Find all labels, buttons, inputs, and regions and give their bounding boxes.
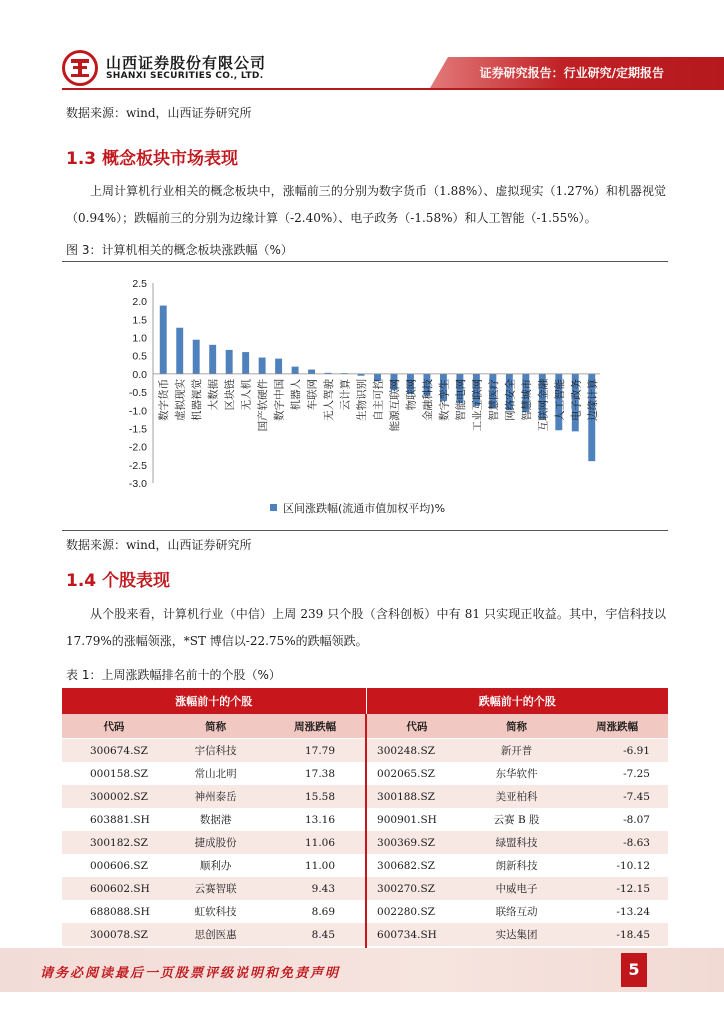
- chart-bar: [209, 345, 216, 374]
- stock-code: 000606.SZ: [62, 854, 166, 877]
- figure-caption: 图 3：计算机相关的概念板块涨跌幅（%）: [66, 243, 293, 257]
- stock-name: 顺利办: [166, 854, 265, 877]
- x-tick-label: 互联网金融: [537, 378, 550, 432]
- stock-change: -10.12: [566, 854, 668, 877]
- table-row: [62, 923, 668, 946]
- stock-code: 603881.SH: [62, 808, 166, 831]
- stock-name: 朗新科技: [467, 854, 566, 877]
- section-1-4-paragraph: 从个股来看，计算机行业（中信）上周 239 只个股（含科创板）中有 81 只实现正收益。其中，宇信科技以 17.79%的涨幅领涨，*ST 博信以-22.75%的跌幅领跌。: [66, 607, 666, 648]
- y-tick-label: 1.5: [132, 314, 147, 327]
- figure-top-rule: [62, 261, 668, 262]
- company-name-en: SHANXI SECURITIES CO., LTD.: [106, 71, 264, 81]
- stock-change: -12.15: [566, 877, 668, 900]
- report-type: 证券研究报告：行业研究/定期报告: [479, 66, 664, 80]
- section-title-1-3: 1.3 概念板块市场表现: [66, 149, 239, 169]
- page-number: 5: [621, 953, 647, 987]
- company-logo-icon: [62, 50, 98, 86]
- stock-name: 实达集团: [467, 923, 566, 946]
- figure-bottom-rule: [62, 530, 668, 531]
- stock-name: 思创医惠: [166, 923, 265, 946]
- legend-label: 区间涨跌幅(流通市值加权平均)%: [283, 502, 446, 515]
- y-tick-label: -1.0: [128, 405, 147, 418]
- stock-change: 13.16: [265, 808, 366, 831]
- stock-code: 300270.SZ: [366, 877, 467, 900]
- x-tick-label: 大数据: [207, 378, 220, 411]
- stock-name: 神州泰岳: [166, 785, 265, 808]
- x-tick-label: 网络安全: [504, 378, 517, 421]
- stock-code: 300674.SZ: [62, 739, 166, 763]
- stock-code: 002280.SZ: [366, 900, 467, 923]
- stock-change: -7.25: [566, 762, 668, 785]
- x-tick-label: 智慧城市: [520, 378, 533, 421]
- table-caption: 表 1：上周涨跌幅排名前十的个股（%）: [66, 668, 281, 682]
- stock-change: -7.45: [566, 785, 668, 808]
- stock-code: 300369.SZ: [366, 831, 467, 854]
- chart-bar: [275, 359, 282, 374]
- company-name-cn: 山西证券股份有限公司: [106, 54, 267, 72]
- x-tick-label: 工业互联网: [471, 378, 484, 432]
- x-tick-label: 虚拟现实: [174, 378, 187, 421]
- stock-code: 900901.SH: [366, 808, 467, 831]
- table-row: [62, 808, 668, 831]
- x-tick-label: 数字中国: [273, 378, 286, 421]
- y-tick-label: -1.5: [128, 423, 147, 436]
- y-tick-label: -2.0: [128, 441, 147, 454]
- stock-code: 300188.SZ: [366, 785, 467, 808]
- data-source-top: 数据来源：wind，山西证券研究所: [66, 106, 252, 120]
- group-header-down: 跌幅前十的个股: [366, 688, 668, 714]
- stock-code: 600602.SH: [62, 877, 166, 900]
- x-tick-label: 无人机: [240, 378, 253, 411]
- legend-swatch: [270, 504, 277, 511]
- chart-bar: [292, 367, 299, 374]
- col-header-change: 周涨跌幅: [566, 714, 668, 739]
- concept-sector-bar-chart: [115, 268, 615, 530]
- x-tick-label: 边缘计算: [586, 378, 599, 421]
- chart-bar: [193, 340, 200, 374]
- y-tick-label: 0.5: [132, 350, 147, 363]
- group-header-up: 涨幅前十的个股: [62, 688, 366, 714]
- stock-name: 云赛智联: [166, 877, 265, 900]
- chart-bar: [308, 370, 315, 374]
- x-tick-label: 无人驾驶: [323, 378, 336, 421]
- x-tick-label: 数字孪生: [438, 378, 451, 421]
- stock-change: -18.45: [566, 923, 668, 946]
- x-tick-label: 云计算: [339, 378, 352, 411]
- stock-change: 11.06: [265, 831, 366, 854]
- section-1-3-paragraph: 上周计算机行业相关的概念板块中，涨幅前三的分别为数字货币（1.88%）、虚拟现实（1.27%）和机器视觉（0.94%）；跌幅前三的分别为边缘计算（-2.40%）、电子政务（-1.58%）和人工智能（-1.55%）。: [66, 184, 666, 225]
- footer-disclaimer: 请务必阅读最后一页股票评级说明和免责声明: [40, 966, 341, 981]
- chart-legend: [270, 500, 445, 516]
- stock-change: -8.07: [566, 808, 668, 831]
- chart-bar: [160, 306, 167, 374]
- stock-code: 300682.SZ: [366, 854, 467, 877]
- stock-name: 联络互动: [467, 900, 566, 923]
- y-tick-label: -3.0: [128, 478, 147, 490]
- table-row: [62, 785, 668, 808]
- stock-change: -13.24: [566, 900, 668, 923]
- stock-name: 中威电子: [467, 877, 566, 900]
- stock-name: 绿盟科技: [467, 831, 566, 854]
- col-header-code: 代码: [62, 714, 166, 739]
- table-row: [62, 762, 668, 785]
- stock-name: 新开普: [467, 739, 566, 763]
- stock-code: 688088.SH: [62, 900, 166, 923]
- x-tick-label: 人工智能: [553, 378, 566, 421]
- stock-change: -8.63: [566, 831, 668, 854]
- section-title-1-4: 1.4 个股表现: [66, 571, 171, 591]
- stock-code: 300182.SZ: [62, 831, 166, 854]
- stock-name: 捷成股份: [166, 831, 265, 854]
- col-header-name: 简称: [467, 714, 566, 739]
- table-row: [62, 900, 668, 923]
- col-header-code: 代码: [366, 714, 467, 739]
- stock-code: 600734.SH: [366, 923, 467, 946]
- x-tick-label: 生物识别: [356, 378, 369, 421]
- stock-code: 300078.SZ: [62, 923, 166, 946]
- y-tick-label: -2.5: [128, 459, 147, 472]
- y-tick-label: 0.0: [132, 368, 147, 381]
- stock-name: 数据港: [166, 808, 265, 831]
- data-source-mid: 数据来源：wind，山西证券研究所: [66, 538, 252, 552]
- x-tick-label: 金融科技: [421, 378, 434, 421]
- y-tick-label: 2.5: [132, 278, 147, 290]
- x-tick-label: 能源互联网: [388, 378, 401, 432]
- stock-change: 8.45: [265, 923, 366, 946]
- table-row: [62, 854, 668, 877]
- table-row: [62, 877, 668, 900]
- stock-name: 虹软科技: [166, 900, 265, 923]
- stock-name: 宇信科技: [166, 739, 265, 763]
- x-tick-label: 机器视觉: [191, 378, 204, 421]
- chart-bar: [226, 350, 233, 374]
- x-tick-label: 国产软硬件: [257, 378, 270, 432]
- x-tick-label: 电子政务: [570, 378, 583, 421]
- x-tick-label: 区块链: [224, 378, 237, 411]
- x-tick-label: 机器人: [290, 378, 303, 411]
- x-tick-label: 车联网: [306, 378, 319, 411]
- chart-bar: [259, 358, 266, 374]
- x-tick-label: 自主可控: [372, 378, 385, 421]
- stock-change: -6.91: [566, 739, 668, 763]
- stock-name: 云赛 B 股: [467, 808, 566, 831]
- table-row: [62, 831, 668, 854]
- chart-bar: [242, 352, 249, 374]
- chart-bar: [176, 328, 183, 374]
- y-tick-label: -0.5: [128, 387, 147, 400]
- col-header-change: 周涨跌幅: [265, 714, 366, 739]
- x-tick-label: 物联网: [405, 378, 418, 411]
- stock-change: 17.38: [265, 762, 366, 785]
- stock-change: 9.43: [265, 877, 366, 900]
- stock-name: 东华软件: [467, 762, 566, 785]
- stock-name: 美亚柏科: [467, 785, 566, 808]
- col-header-name: 简称: [166, 714, 265, 739]
- stock-change: 15.58: [265, 785, 366, 808]
- stock-code: 000158.SZ: [62, 762, 166, 785]
- header-divider: [62, 88, 724, 90]
- y-tick-label: 1.0: [132, 332, 147, 345]
- stock-code: 300002.SZ: [62, 785, 166, 808]
- x-tick-label: 智慧医疗: [487, 378, 500, 421]
- top-movers-table: [62, 688, 668, 969]
- stock-code: 002065.SZ: [366, 762, 467, 785]
- stock-code: 300248.SZ: [366, 739, 467, 763]
- x-tick-label: 数字货币: [158, 378, 171, 421]
- x-tick-label: 智能电网: [454, 378, 467, 421]
- stock-change: 8.69: [265, 900, 366, 923]
- stock-name: 常山北明: [166, 762, 265, 785]
- y-tick-label: 2.0: [132, 296, 147, 309]
- stock-change: 17.79: [265, 739, 366, 763]
- stock-change: 11.00: [265, 854, 366, 877]
- table-row: [62, 739, 668, 763]
